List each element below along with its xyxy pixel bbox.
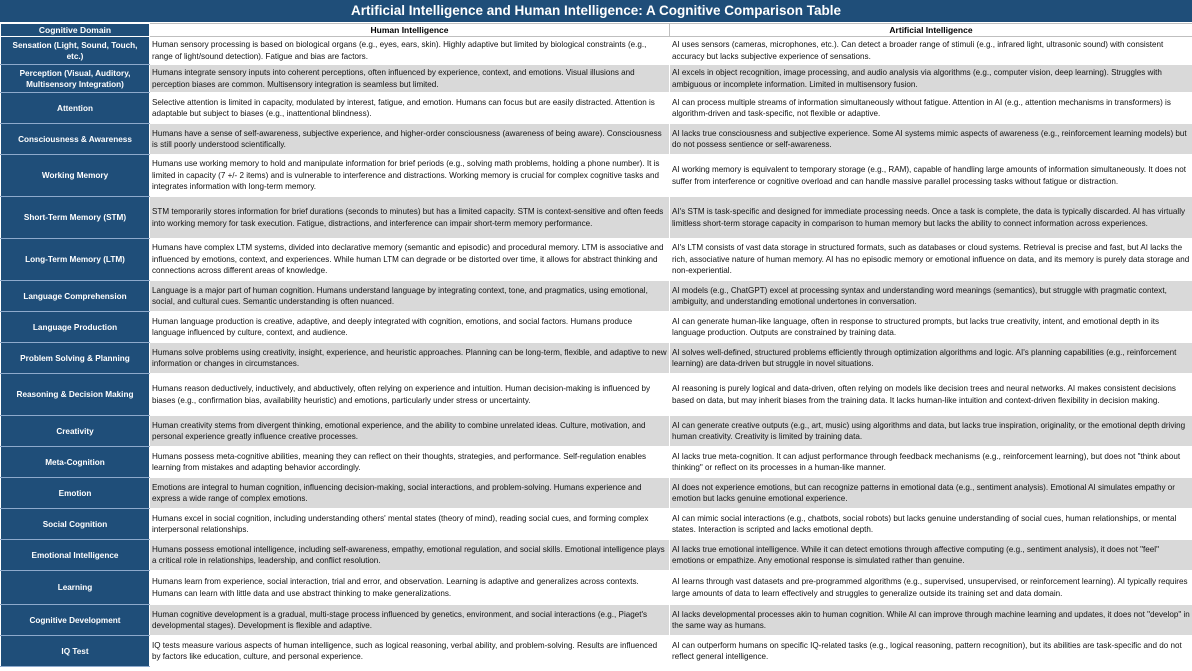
table-row — [1, 65, 1192, 93]
ai-cell: AI lacks true meta-cognition. It can adjust performance through feedback mechanisms (e.g., reinforcement learning), but does not "think about thinking" or reflect on its processes in a human-like manner. — [670, 447, 1192, 478]
ai-cell: AI lacks developmental processes akin to human cognition. While AI can improve through machine learning and updates, it does not "develop" in the same way as humans. — [670, 605, 1192, 636]
ai-cell: AI models (e.g., ChatGPT) excel at processing syntax and understanding word meanings (semantics), but struggle with pragmatic context, ambiguity, and understanding emotional undertones in conversation. — [670, 281, 1192, 312]
ai-cell: AI can outperform humans on specific IQ-related tasks (e.g., logical reasoning, pattern recognition), but its abilities are task-specific and do not reflect general intelligence. — [670, 636, 1192, 667]
ai-cell: AI working memory is equivalent to temporary storage (e.g., RAM), capable of handling large amounts of information simultaneously. It does not suffer from interference or cognitive overload and can handle massive parallel processing tasks without fatigue or distraction. — [670, 155, 1192, 197]
domain-cell: Consciousness & Awareness — [1, 124, 150, 155]
human-cell: Humans solve problems using creativity, insight, experience, and heuristic approaches. Planning can be long-term, flexible, and adaptive to new information or changes in circumstances. — [150, 343, 670, 374]
table-row — [1, 540, 1192, 571]
human-cell: Language is a major part of human cognition. Humans understand language by integrating context, tone, and pragmatics, using emotional, social, and cultural cues. Semantic understanding is often nuanced. — [150, 281, 670, 312]
ai-cell: AI lacks true emotional intelligence. While it can detect emotions through affective computing (e.g., sentiment analysis), it does not "feel" emotions or empathize. Any emotional response is simulated rather than genuine. — [670, 540, 1192, 571]
ai-cell: AI can generate human-like language, often in response to structured prompts, but lacks true creativity, intent, and emotional depth in its language production. Outputs are constrained by training data. — [670, 312, 1192, 343]
domain-cell: Long-Term Memory (LTM) — [1, 239, 150, 281]
ai-cell: AI's STM is task-specific and designed for immediate processing needs. Once a task is complete, the data is typically discarded. AI has virtually limitless short-term storage capacity in comparison to human memory but lacks the ability to connect information across experiences. — [670, 197, 1192, 239]
domain-cell: Reasoning & Decision Making — [1, 374, 150, 416]
comparison-table — [0, 23, 1192, 667]
header-human-intelligence: Human Intelligence — [150, 24, 670, 37]
domain-cell: Working Memory — [1, 155, 150, 197]
human-cell: Humans possess emotional intelligence, including self-awareness, empathy, emotional regulation, and social skills. Emotional intelligence plays a critical role in relationships, leadership, and conflict resolution. — [150, 540, 670, 571]
human-cell: Human language production is creative, adaptive, and deeply integrated with cognition, emotions, and social factors. Humans produce language influenced by culture, context, and audience. — [150, 312, 670, 343]
human-cell: IQ tests measure various aspects of human intelligence, such as logical reasoning, verbal ability, and problem-solving. Results are influenced by factors like education, culture, and personal experience. — [150, 636, 670, 667]
domain-cell: Language Production — [1, 312, 150, 343]
domain-cell: Problem Solving & Planning — [1, 343, 150, 374]
domain-cell: IQ Test — [1, 636, 150, 667]
domain-cell: Sensation (Light, Sound, Touch, etc.) — [1, 37, 150, 65]
ai-cell: AI does not experience emotions, but can recognize patterns in emotional data (e.g., sentiment analysis). Emotional AI simulates empathy or emotion but lacks genuine emotional experience. — [670, 478, 1192, 509]
ai-cell: AI reasoning is purely logical and data-driven, often relying on models like decision trees and neural networks. AI makes consistent decisions based on data, but may inherit biases from the training data. It lacks human-like intuition and context-driven flexibility in decision making. — [670, 374, 1192, 416]
ai-cell: AI uses sensors (cameras, microphones, etc.). Can detect a broader range of stimuli (e.g., infrared light, ultrasonic sound) with consistent accuracy but lacks subjective experience of sensations. — [670, 37, 1192, 65]
ai-cell: AI's LTM consists of vast data storage in structured formats, such as databases or cloud systems. Retrieval is precise and fast, but AI lacks the rich, associative nature of human memory. AI has no episodic memory or emotional influence on data, and its memory is purely data storage and non-experiential. — [670, 239, 1192, 281]
human-cell: Humans learn from experience, social interaction, trial and error, and observation. Learning is adaptive and generalizes across contexts. Humans can learn with little data and use abstract thinking to make generalizations. — [150, 571, 670, 605]
table-row — [1, 312, 1192, 343]
domain-cell: Language Comprehension — [1, 281, 150, 312]
domain-cell: Meta-Cognition — [1, 447, 150, 478]
human-cell: Humans excel in social cognition, including understanding others' mental states (theory of mind), reading social cues, and forming complex interpersonal relationships. — [150, 509, 670, 540]
human-cell: Humans use working memory to hold and manipulate information for brief periods (e.g., solving math problems, holding a phone number). It is limited in capacity (7 +/- 2 items) and is vulnerable to interference and distractions. Working memory is crucial for complex cognitive tasks and integrates information with long-term memory. — [150, 155, 670, 197]
table-row — [1, 197, 1192, 239]
domain-cell: Perception (Visual, Auditory, Multisensory Integration) — [1, 65, 150, 93]
human-cell: Human cognitive development is a gradual, multi-stage process influenced by genetics, environment, and social interactions (e.g., Piaget's developmental stages). Development is flexible and adaptive. — [150, 605, 670, 636]
human-cell: Humans have complex LTM systems, divided into declarative memory (semantic and episodic) and procedural memory. LTM is associative and influenced by emotions, context, and experiences. While human LTM can degrade or be distorted over time, it allows for abstract thinking and connections across different areas of knowledge. — [150, 239, 670, 281]
human-cell: Selective attention is limited in capacity, modulated by interest, fatigue, and emotion. Humans can focus but are easily distracted. Attention is adaptable but subject to biases (e.g., inattentional blindness). — [150, 93, 670, 124]
table-row — [1, 636, 1192, 667]
table-row — [1, 343, 1192, 374]
domain-cell: Social Cognition — [1, 509, 150, 540]
human-cell: Humans have a sense of self-awareness, subjective experience, and higher-order consciousness (awareness of being aware). Consciousness is still poorly understood scientifically. — [150, 124, 670, 155]
ai-cell: AI lacks true consciousness and subjective experience. Some AI systems mimic aspects of awareness (e.g., reinforcement learning models) but do not possess sentience or self-awareness. — [670, 124, 1192, 155]
human-cell: Human creativity stems from divergent thinking, emotional experience, and the ability to combine unrelated ideas. Culture, motivation, and personal experience greatly influence creative processes. — [150, 416, 670, 447]
human-cell: Human sensory processing is based on biological organs (e.g., eyes, ears, skin). Highly adaptive but limited by biological constraints (e.g., range of light/sound detection). Fatigue and bias are factors. — [150, 37, 670, 65]
human-cell: Emotions are integral to human cognition, influencing decision-making, social interactions, and problem-solving. Humans experience and express a wide range of complex emotions. — [150, 478, 670, 509]
ai-cell: AI can mimic social interactions (e.g., chatbots, social robots) but lacks genuine understanding of social cues, human relationships, or mental states. Interaction is scripted and lacks emotional depth. — [670, 509, 1192, 540]
ai-cell: AI solves well-defined, structured problems efficiently through optimization algorithms and logic. AI's planning capabilities (e.g., reinforcement learning) are data-driven but struggle in novel situations. — [670, 343, 1192, 374]
table-title: Artificial Intelligence and Human Intelligence: A Cognitive Comparison Table — [0, 0, 1192, 23]
human-cell: Humans reason deductively, inductively, and abductively, often relying on experience and intuition. Human decision-making is influenced by biases (e.g., confirmation bias, availability heuristic) and emotions, particularly under stress or uncertainty. — [150, 374, 670, 416]
domain-cell: Emotion — [1, 478, 150, 509]
header-row — [1, 24, 1192, 37]
human-cell: Humans integrate sensory inputs into coherent perceptions, often influenced by experience, context, and emotions. Visual illusions and perception biases are common. Multisensory integration is seamless but limited. — [150, 65, 670, 93]
domain-cell: Creativity — [1, 416, 150, 447]
domain-cell: Learning — [1, 571, 150, 605]
ai-cell: AI excels in object recognition, image processing, and audio analysis via algorithms (e.g., computer vision, deep learning). Struggles with ambiguous or incomplete information. Limited in multisensory fusion. — [670, 65, 1192, 93]
domain-cell: Short-Term Memory (STM) — [1, 197, 150, 239]
table-row — [1, 416, 1192, 447]
table-row — [1, 93, 1192, 124]
table-row — [1, 509, 1192, 540]
header-artificial-intelligence: Artificial Intelligence — [670, 24, 1192, 37]
domain-cell: Emotional Intelligence — [1, 540, 150, 571]
header-cognitive-domain: Cognitive Domain — [1, 24, 150, 37]
ai-cell: AI can generate creative outputs (e.g., art, music) using algorithms and data, but lacks true inspiration, originality, or the emotional depth driving human creativity. Creativity is limited by training data. — [670, 416, 1192, 447]
table-row — [1, 571, 1192, 605]
ai-cell: AI learns through vast datasets and pre-programmed algorithms (e.g., supervised, unsupervised, or reinforcement learning). AI typically requires large amounts of data to learn effectively and struggles to generalize outside its training set and data domain. — [670, 571, 1192, 605]
table-row — [1, 37, 1192, 65]
domain-cell: Cognitive Development — [1, 605, 150, 636]
ai-cell: AI can process multiple streams of information simultaneously without fatigue. Attention in AI (e.g., attention mechanisms in transformers) is algorithm-driven and task-specific, not flexible or adaptive. — [670, 93, 1192, 124]
human-cell: STM temporarily stores information for brief durations (seconds to minutes) but has a limited capacity. STM is context-sensitive and often feeds into working memory for task execution. Fatigue, distractions, and interference can impair short-term memory performance. — [150, 197, 670, 239]
table-row — [1, 155, 1192, 197]
table-row — [1, 124, 1192, 155]
table-row — [1, 478, 1192, 509]
domain-cell: Attention — [1, 93, 150, 124]
table-row — [1, 374, 1192, 416]
table-row — [1, 281, 1192, 312]
table-row — [1, 605, 1192, 636]
human-cell: Humans possess meta-cognitive abilities, meaning they can reflect on their thoughts, strategies, and performance. Self-regulation enables learning from mistakes and adapting behavior accordingly. — [150, 447, 670, 478]
table-row — [1, 239, 1192, 281]
table-body — [1, 37, 1192, 667]
table-row — [1, 447, 1192, 478]
